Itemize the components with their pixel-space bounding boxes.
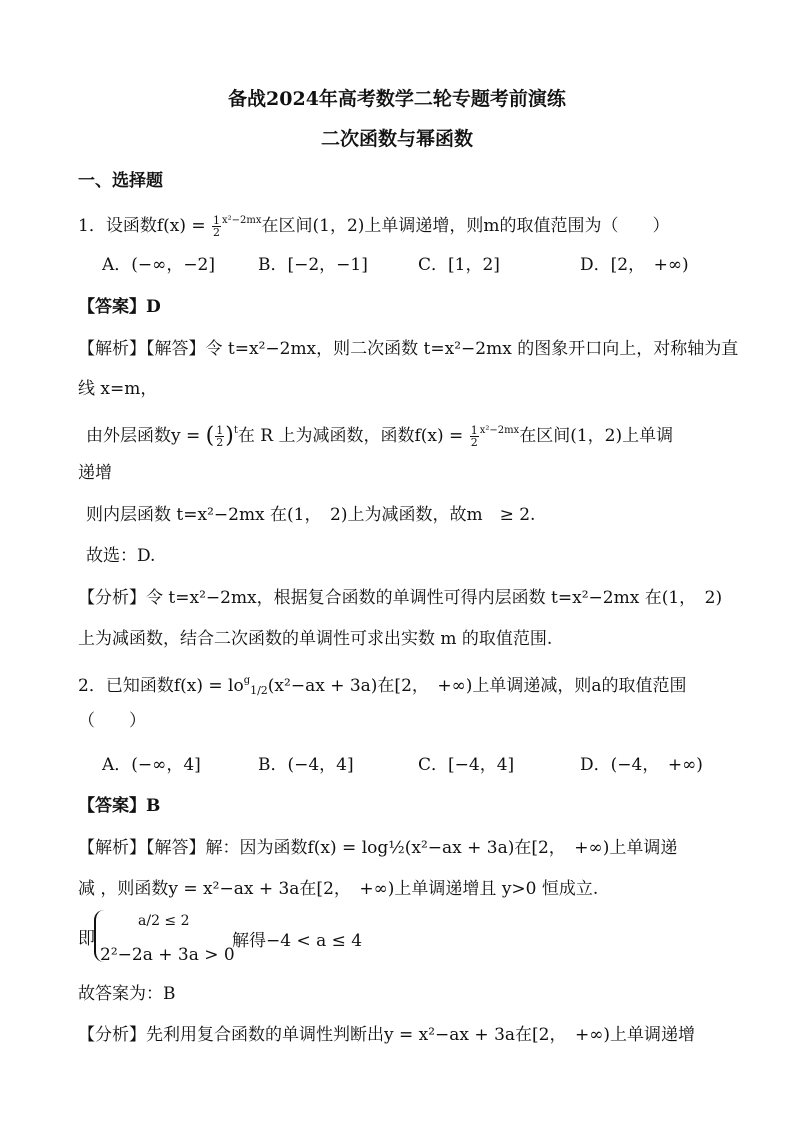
q1-analysis-frac2-num: 1	[470, 424, 478, 437]
q2-stem-pre: 2．已知函数f(x) = lo	[78, 676, 244, 696]
q1-stem-post: 在区间(1，2)上单调递增，则m的取值范围为（ ）	[261, 216, 670, 236]
q1-analysis-frac1-num: 1	[216, 424, 224, 437]
page-title: 备战2024年高考数学二轮专题考前演练	[228, 88, 566, 110]
q1-analysis-frac2-den: 2	[470, 436, 478, 449]
q1-option-c: C．[1，2]	[418, 255, 500, 275]
q1-analysis-sup2: x²−2mx	[479, 425, 520, 436]
q1-analysis-line2: 线 x=m，	[78, 379, 158, 399]
q1-fenxi-line2: 上为减函数，结合二次函数的单调性可求出实数 m 的取值范围.	[78, 629, 553, 649]
q1-analysis-line1: 【解析】【解答】令 t=x²−2mx，则二次函数 t=x²−2mx 的图象开口向上，对称轴为直	[78, 339, 739, 359]
q1-analysis-frac1-den: 2	[216, 436, 224, 449]
q2-system-result: 解得−4 < a ≤ 4	[232, 931, 363, 951]
q2-stem-sub: 1/2	[250, 684, 268, 697]
q1-stem-pre: 1．设函数f(x) =	[78, 216, 212, 236]
q1-analysis-sup1: t	[233, 425, 238, 436]
q2-stem-line2: （ ）	[78, 711, 146, 731]
q1-fraction	[212, 215, 221, 238]
q2-option-c: C．[−4，4]	[418, 755, 515, 775]
q1-analysis-line3-mid: 在 R 上为减函数，函数f(x) =	[237, 426, 469, 446]
q1-frac-den: 2	[213, 226, 221, 239]
q2-option-a: A．(−∞，4]	[102, 755, 201, 775]
q1-analysis-fraction1	[215, 425, 224, 448]
q1-analysis-line4: 递增	[78, 463, 112, 483]
q1-analysis-line3-pre: 由外层函数y =	[86, 426, 206, 446]
q1-fenxi-line1: 【分析】令 t=x²−2mx，根据复合函数的单调性可得内层函数 t=x²−2mx 在(1， 2)	[78, 588, 723, 608]
q2-analysis-line2: 减 ，则函数y = x²−ax + 3a在[2， +∞)上单调递增且 y>0 恒成立.	[78, 879, 599, 899]
q2-system-row2: 2²−2a + 3a > 0	[100, 945, 235, 965]
page-subtitle: 二次函数与幂函数	[320, 128, 473, 150]
q2-analysis-line1: 【解析】【解答】解：因为函数f(x) = log½(x²−ax + 3a)在[2， +∞)上单调递	[78, 838, 678, 858]
q1-exponent: x²−2mx	[222, 215, 262, 226]
q1-stem	[78, 210, 670, 238]
q2-system-row1: a/2 ≤ 2	[138, 913, 190, 929]
q1-analysis-fraction2	[470, 425, 479, 448]
q2-option-b: B．(−4，4]	[258, 755, 354, 775]
q1-frac-num: 1	[213, 214, 221, 227]
q1-option-b: B．[−2，−1]	[258, 255, 368, 275]
q1-analysis-line6: 故选：D.	[86, 546, 156, 566]
q2-fenxi-line1: 【分析】先利用复合函数的单调性判断出y = x²−ax + 3a在[2， +∞)上单调递增	[78, 1025, 696, 1045]
q1-answer: 【答案】D	[78, 297, 161, 317]
section-heading: 一、选择题	[78, 171, 163, 191]
q2-stem-g: g	[243, 675, 251, 686]
q1-analysis-line3: 由外层函数y = ( $\frac{1}{2}$ )$^t$在 R 上为减函数，函数f(x) = $\frac{1}{2}$ $^{x^2-2mx}$在区间(1，2)上单调	[86, 423, 674, 449]
q1-option-a: A．(−∞，−2]	[102, 255, 216, 275]
q1-analysis-line5: 则内层函数 t=x²−2mx 在(1， 2)上为减函数，故m ≥ 2.	[86, 505, 536, 525]
q1-option-d: D．[2， +∞)	[580, 255, 689, 275]
q2-system-prefix: 即	[78, 929, 95, 949]
q2-answer: 【答案】B	[78, 796, 161, 816]
q2-stem	[78, 670, 687, 702]
q1-analysis-line3-post: 在区间(1，2)上单调	[519, 426, 674, 446]
q2-stem-post: (x²−ax + 3a)在[2， +∞)上单调递减，则a的取值范围	[267, 676, 687, 696]
q2-option-d: D．(−4， +∞)	[580, 755, 703, 775]
q2-answer-final: 故答案为：B	[78, 984, 176, 1004]
